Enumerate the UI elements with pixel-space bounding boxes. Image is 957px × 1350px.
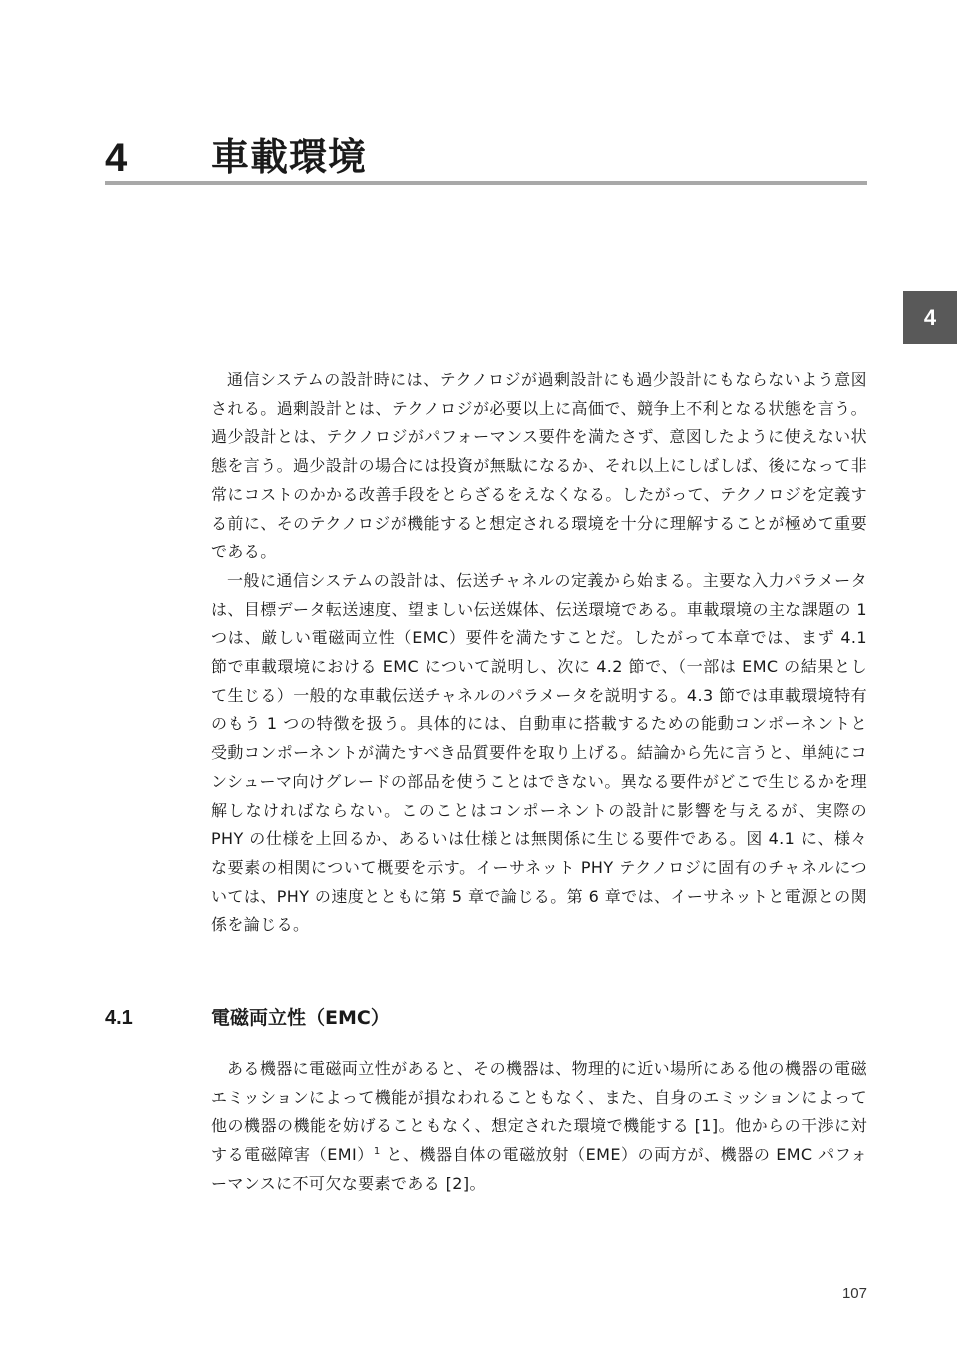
chapter-number: 4 — [105, 136, 128, 180]
section-paragraph-part-1: ある機器に電磁両立性があると、その機器は、物理的に近い場所にある他の機器の電磁エミッションによって機能が損なわれることもなく、また、自身のエミッションによって他の機器の機能を妨げることもなく、想定された環境で機能する [1]。他からの干渉に対する電磁障害（EMI） — [211, 1059, 867, 1165]
footnote-reference: 1 — [373, 1146, 381, 1158]
section-text — [211, 1055, 867, 1199]
page-number: 107 — [841, 1285, 867, 1302]
chapter-title: 車載環境 — [211, 135, 368, 179]
section-number: 4.1 — [105, 1007, 133, 1029]
intro-paragraph-1: 通信システムの設計時には、テクノロジが過剰設計にも過少設計にもならないよう意図される。過剰設計とは、テクノロジが必要以上に高価で、競争上不利となる状態を言う。過少設計とは、テクノロジがパフォーマンス要件を満たさず、意図したように使えない状態を言う。過少設計の場合には投資が無駄になるか、それ以上にしばしば、後になって非常にコストのかかる改善手段をとらざるをえなくなる。したがって、テクノロジを定義する前に、そのテクノロジが機能すると想定される環境を十分に理解することが極めて重要である。 — [211, 370, 868, 562]
section-paragraph — [211, 1055, 867, 1199]
intro-text — [211, 366, 867, 940]
chapter-heading — [105, 128, 867, 184]
chapter-rule — [105, 181, 867, 185]
section-title: 電磁両立性（EMC） — [211, 1007, 390, 1029]
intro-paragraph-2: 一般に通信システムの設計は、伝送チャネルの定義から始まる。主要な入力パラメータは、目標データ転送速度、望ましい伝送媒体、伝送環境である。車載環境の主な課題の 1 つは、厳しい電磁両立性（EMC）要件を満たすことだ。したがって本章では、まず 4.1 節で車載環境における EMC について説明し、次に 4.2 節で、（一部は EMC の結果として生じる）一般的な車載伝送チャネルのパラメータを説明する。4.3 節では車載環境特有のもう 1 つの特徴を扱う。具体的には、自動車に搭載するための能動コンポーネントと受動コンポーネントが満たすべき品質要件を取り上げる。結論から先に言うと、単純にコンシューマ向けグレードの部品を使うことはできない。異なる要件がどこで生じるかを理解しなければならない。このことはコンポーネントの設計に影響を与えるが、実際の PHY の仕様を上回るか、あるいは仕様とは無関係に生じる要件である。図 4.1 に、様々な要素の相関について概要を示す。イーサネット PHY テクノロジに固有のチャネルについては、PHY の速度とともに第 5 章で論じる。第 6 章では、イーサネットと電源との関係を論じる。 — [211, 570, 867, 935]
chapter-thumb-tab: 4 — [903, 291, 957, 344]
section-paragraph-part-2: と、機器自体の電磁放射（EME）の両方が、機器の EMC パフォーマンスに不可欠な要素である [2]。 — [211, 1145, 867, 1193]
section-heading — [105, 1004, 867, 1034]
